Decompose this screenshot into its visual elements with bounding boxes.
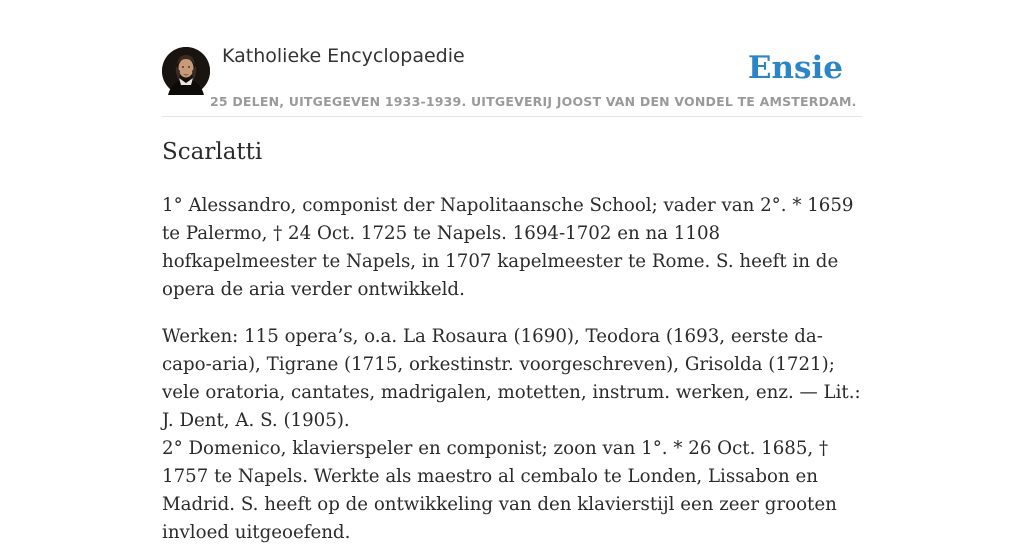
article-paragraph: 2° Domenico, klavierspeler en componist; zoon van 1°. * 26 Oct. 1685, † 1757 te Napels. Werkte als maestro al cembalo te Londen, Lissabon en Madrid. S. heeft op de ontwikkeling van den klavierstijl een zeer grooten invloed uitgeoefend. (162, 438, 837, 543)
site-title-link[interactable]: Katholieke Encyclopaedie (222, 45, 465, 67)
brand-logo-link[interactable]: Ensie (747, 50, 843, 86)
article-title: Scarlatti (162, 139, 263, 165)
article-paragraph: 1° Alessandro, componist der Napolitaansche School; vader van 2°. * 1659 te Palermo, † 24 Oct. 1725 te Napels. 1694-1702 en na 1108 hofkapelmeester te Napels, in 1707 kapelmeester te Rome. S. heeft in de opera de aria verder ontwikkeld. (162, 195, 854, 300)
header (162, 0, 862, 117)
portrait-avatar-icon[interactable] (162, 47, 210, 95)
publication-subtitle: 25 DELEN, UITGEGEVEN 1933-1939. UITGEVERIJ JOOST VAN DEN VONDEL TE AMSTERDAM. (210, 94, 857, 109)
article-paragraph: Werken: 115 opera’s, o.a. La Rosaura (1690), Teodora (1693, eerste da-capo-aria), Tigrane (1715, orkestinstr. voorgeschreven), Grisolda (1721); vele oratoria, cantates, madrigalen, motetten, instrum. werken, enz. — Lit.: J. Dent, A. S. (1905). (162, 326, 861, 431)
page (162, 0, 862, 543)
